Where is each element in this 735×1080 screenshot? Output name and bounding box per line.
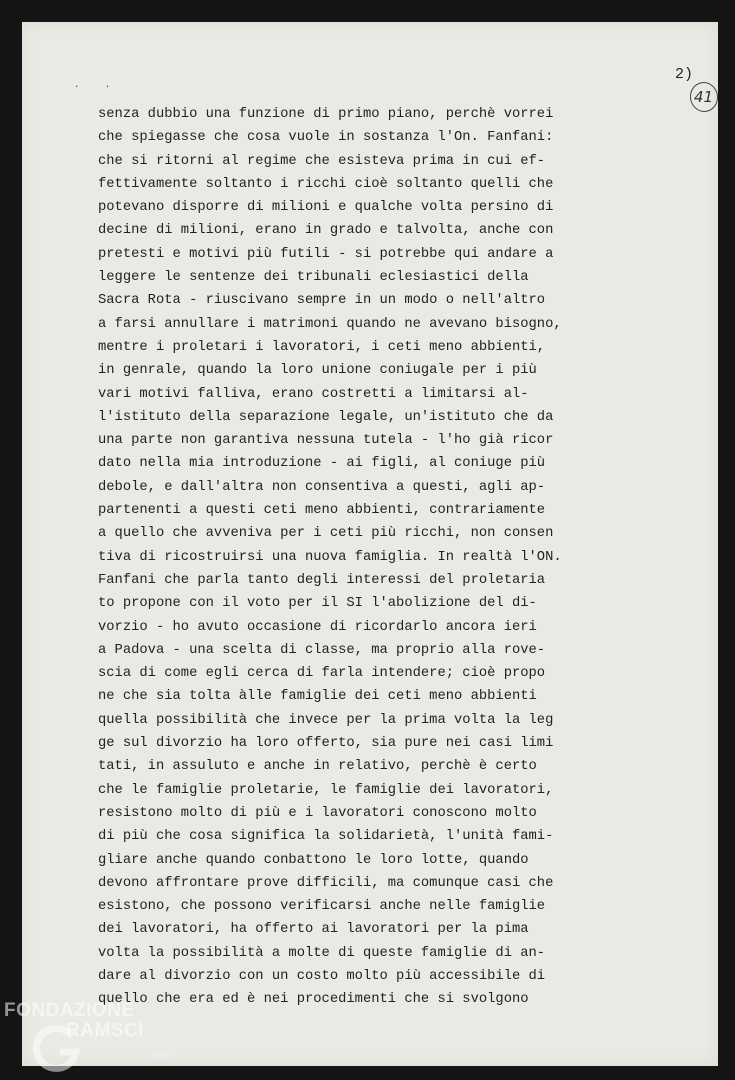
text-line: scia di come egli cerca di farla intendere; cioè propo: [98, 666, 546, 682]
text-line: potevano disporre di milioni e qualche volta persino di: [98, 200, 554, 216]
archive-number: 41: [694, 88, 714, 106]
text-line: che le famiglie proletarie, le famiglie dei lavoratori,: [98, 782, 554, 798]
fondazione-gramsci-watermark: [4, 998, 194, 1078]
text-line: leggere le sentenze dei tribunali eclesiastici della: [98, 270, 529, 286]
document-page: [22, 22, 718, 1066]
text-line: debole, e dall'altra non consentiva a questi, agli ap-: [98, 479, 546, 495]
text-line: che spiegasse che cosa vuole in sostanza l'On. Fanfani:: [98, 130, 554, 146]
text-line: mentre i proletari i lavoratori, i ceti meno abbienti,: [98, 339, 546, 355]
text-line: Sacra Rota - riuscivano sempre in un modo o nell'altro: [98, 293, 546, 309]
typewritten-text: [98, 103, 568, 1012]
text-line: Fanfani che parla tanto degli interessi del proletaria: [98, 572, 546, 588]
watermark-line-1: FONDAZIONE: [4, 1000, 135, 1021]
text-line: a farsi annullare i matrimoni quando ne avevano bisogno,: [98, 316, 562, 332]
text-line: a Padova - una scelta di classe, ma proprio alla rove-: [98, 642, 546, 658]
text-line: vari motivi falliva, erano costretti a limitarsi al-: [98, 386, 529, 402]
text-line: quello che era ed è nei procedimenti che si svolgono: [98, 992, 529, 1008]
text-line: volta la possibilità a molte di queste famiglie di an-: [98, 945, 546, 961]
text-line: pretesti e motivi più futili - si potrebbe qui andare a: [98, 246, 554, 262]
text-line: dei lavoratori, ha offerto ai lavoratori per la pima: [98, 922, 529, 938]
text-line: dare al divorzio con un costo molto più accessibile di: [98, 968, 546, 984]
text-line: tiva di ricostruirsi una nuova famiglia. In realtà l'ON.: [98, 549, 562, 565]
paper-speck-marks: · ·: [74, 82, 121, 92]
text-line: partenenti a questi ceti meno abbienti, contrariamente: [98, 503, 546, 519]
text-line: a quello che avveniva per i ceti più ricchi, non consen: [98, 526, 554, 542]
text-line: senza dubbio una funzione di primo piano, perchè vorrei: [98, 107, 554, 122]
text-line: resistono molto di più e i lavoratori conoscono molto: [98, 805, 537, 821]
text-line: in genrale, quando la loro unione coniugale per i più: [98, 363, 537, 379]
text-line: una parte non garantiva nessuna tutela - l'ho già ricor: [98, 433, 554, 449]
text-line: esistono, che possono verificarsi anche nelle famiglie: [98, 899, 546, 915]
text-line: to propone con il voto per il SI l'abolizione del di-: [98, 596, 537, 612]
text-line: devono affrontare prove difficili, ma comunque casi che: [98, 875, 554, 891]
page-number: 2): [675, 66, 694, 83]
text-line: l'istituto della separazione legale, un'istituto che da: [98, 409, 554, 425]
text-line: dato nella mia introduzione - ai figli, al coniuge più: [98, 456, 546, 472]
text-line: vorzio - ho avuto occasione di ricordarlo ancora ieri: [98, 619, 537, 635]
text-line: che si ritorni al regime che esisteva prima in cui ef-: [98, 153, 546, 169]
text-line: di più che cosa significa la solidarietà, l'unità fami-: [98, 829, 554, 845]
text-line: decine di milioni, erano in grado e talvolta, anche con: [98, 223, 554, 239]
watermark-onlus: onlus: [152, 1050, 174, 1060]
text-line: fettivamente soltanto i ricchi cioè soltanto quelli che: [98, 176, 554, 192]
watermark-line-2: RAMSCI: [66, 1020, 144, 1041]
text-line: quella possibilità che invece per la prima volta la leg: [98, 712, 554, 728]
text-line: gliare anche quando conbattono le loro lotte, quando: [98, 852, 529, 868]
text-line: ne che sia tolta àlle famiglie dei ceti meno abbienti: [98, 689, 537, 705]
text-line: ge sul divorzio ha loro offerto, sia pure nei casi limi: [98, 736, 554, 752]
text-line: tati, in assuluto e anche in relativo, perchè è certo: [98, 759, 537, 775]
